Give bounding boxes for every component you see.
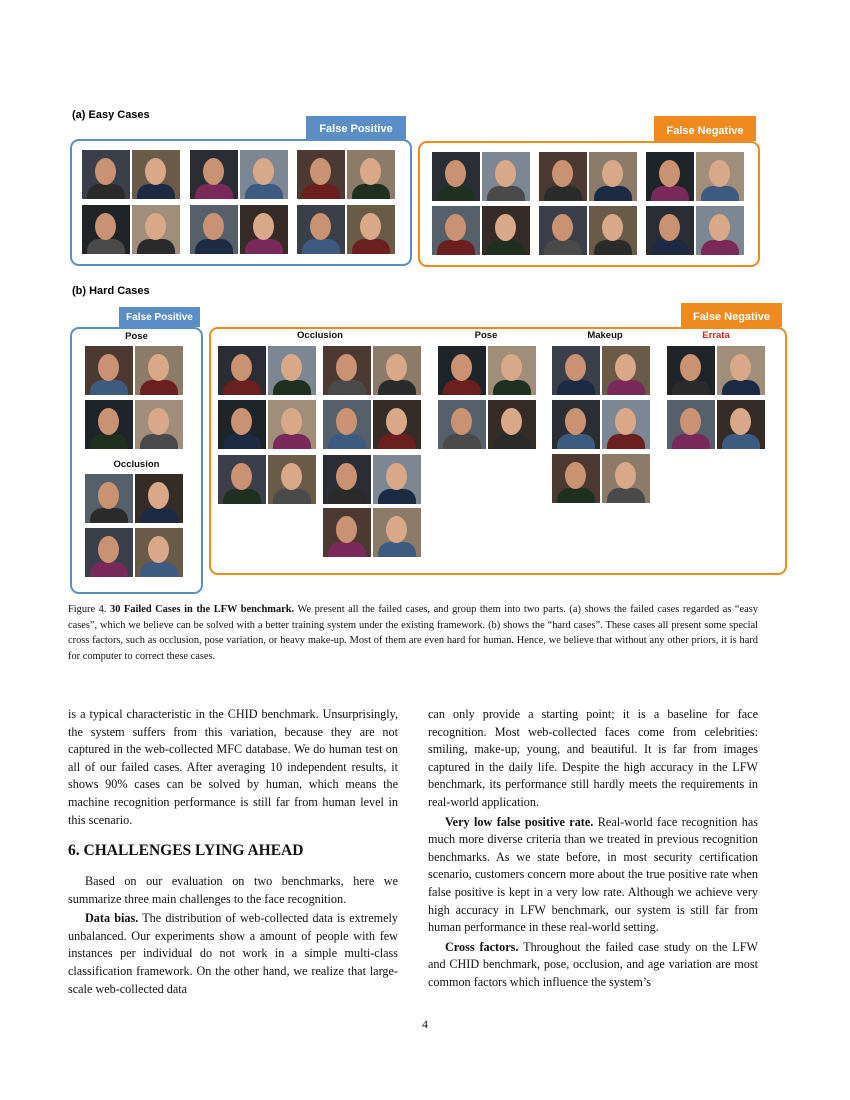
left-paragraph-2: Based on our evaluation on two benchmarks, here we summarize three main challenges to the face recognition. [68, 874, 398, 906]
hard-fn-group-makeup: Makeup [587, 330, 623, 341]
face-thumbnail [602, 454, 650, 503]
face-body [328, 380, 366, 395]
face-head [281, 354, 302, 381]
face-body [223, 380, 261, 395]
face-thumbnail [218, 455, 266, 504]
figure-caption [68, 602, 758, 664]
face-thumbnail [646, 206, 694, 255]
face-body [544, 240, 582, 255]
face-head [680, 408, 701, 435]
face-body [140, 562, 178, 577]
low-fpr-text: Real-world face recognition has much more diverse criteria than we treated in previous recognition benchmarks. As we state before, in most security certification scenario, customers concern more about the true positive rate when false positive is kept in a very low rate. Although we achieve very high accuracy in LFW benchmark, our system is still far from human performance in these real-world setting. [428, 814, 758, 935]
face-thumbnail [696, 206, 744, 255]
face-thumbnail [85, 400, 133, 449]
face-body [328, 434, 366, 449]
face-thumbnail [373, 400, 421, 449]
face-body [487, 240, 525, 255]
face-body [87, 184, 125, 199]
face-body [493, 434, 531, 449]
face-head [336, 463, 357, 490]
face-head [386, 516, 407, 543]
face-body [651, 186, 689, 201]
face-body [195, 184, 233, 199]
face-head [451, 408, 472, 435]
caption-prefix: Figure 4. [68, 604, 110, 615]
face-thumbnail [190, 205, 238, 254]
face-thumbnail [268, 455, 316, 504]
face-thumbnail [82, 205, 130, 254]
hard-fn-group-errata: Errata [702, 330, 730, 341]
face-body [594, 186, 632, 201]
face-body [378, 380, 416, 395]
face-head [231, 354, 252, 381]
face-thumbnail [696, 152, 744, 201]
face-head [386, 408, 407, 435]
left-column-bottom [68, 873, 398, 998]
cross-factors-title: Cross factors. [445, 939, 519, 954]
face-thumbnail [539, 206, 587, 255]
face-head [360, 213, 381, 240]
face-head [98, 354, 119, 381]
face-body [273, 489, 311, 504]
face-thumbnail [135, 346, 183, 395]
face-thumbnail [552, 400, 600, 449]
easy-cases-label: (a) Easy Cases [72, 109, 150, 121]
face-body [443, 380, 481, 395]
face-body [701, 240, 739, 255]
face-body [701, 186, 739, 201]
face-thumbnail [667, 346, 715, 395]
face-thumbnail [438, 400, 486, 449]
hard-fp-group-pose: Pose [125, 331, 148, 342]
face-thumbnail [268, 400, 316, 449]
face-head [445, 160, 466, 187]
face-thumbnail [438, 346, 486, 395]
face-body [273, 380, 311, 395]
face-body [328, 489, 366, 504]
face-thumbnail [646, 152, 694, 201]
face-body [607, 380, 645, 395]
face-head [552, 214, 573, 241]
face-head [386, 354, 407, 381]
face-thumbnail [135, 528, 183, 577]
face-head [495, 214, 516, 241]
face-body [90, 562, 128, 577]
right-paragraph-1: can only provide a starting point; it is a baseline for face recognition. Most web-collected faces come from celebrities: smiling, make-up, young, and beautiful. It is far from images captured in the daily life. Despite the high accuracy in the LFW benchmark, its performance still hardly meets the requirements in real-world application. [428, 707, 758, 809]
face-body [722, 380, 760, 395]
caption-title: 30 Failed Cases in the LFW benchmark. [110, 604, 295, 615]
data-bias-title: Data bias. [85, 911, 139, 926]
section-heading: 6. CHALLENGES LYING AHEAD [68, 842, 304, 859]
face-thumbnail [323, 508, 371, 557]
face-head [680, 354, 701, 381]
face-body [245, 184, 283, 199]
face-body [607, 434, 645, 449]
right-paragraph-2 [428, 814, 758, 937]
face-head [602, 214, 623, 241]
face-thumbnail [323, 346, 371, 395]
face-head [336, 516, 357, 543]
right-column [428, 706, 758, 992]
face-head [310, 158, 331, 185]
face-body [437, 240, 475, 255]
face-body [245, 239, 283, 254]
face-body [722, 434, 760, 449]
face-head [552, 160, 573, 187]
face-head [386, 463, 407, 490]
face-head [565, 354, 586, 381]
face-thumbnail [297, 205, 345, 254]
face-head [148, 482, 169, 509]
face-body [302, 239, 340, 254]
face-head [501, 354, 522, 381]
face-body [672, 434, 710, 449]
face-thumbnail [323, 400, 371, 449]
face-body [87, 239, 125, 254]
face-body [90, 380, 128, 395]
face-head [709, 160, 730, 187]
page-number: 4 [422, 1017, 428, 1031]
low-fpr-title: Very low false positive rate. [445, 814, 594, 829]
face-thumbnail [373, 508, 421, 557]
face-body [137, 184, 175, 199]
face-body [651, 240, 689, 255]
face-head [615, 462, 636, 489]
face-thumbnail [240, 150, 288, 199]
face-thumbnail [589, 152, 637, 201]
face-body [140, 508, 178, 523]
face-head [98, 482, 119, 509]
hard-fn-group-pose: Pose [474, 330, 498, 341]
face-thumbnail [85, 474, 133, 523]
face-thumbnail [432, 152, 480, 201]
face-thumbnail [135, 400, 183, 449]
face-thumbnail [268, 346, 316, 395]
face-body [140, 380, 178, 395]
face-thumbnail [218, 346, 266, 395]
face-head [203, 158, 224, 185]
face-thumbnail [190, 150, 238, 199]
face-head [659, 160, 680, 187]
face-head [495, 160, 516, 187]
face-thumbnail [132, 205, 180, 254]
face-body [302, 184, 340, 199]
face-body [487, 186, 525, 201]
face-body [378, 542, 416, 557]
face-head [565, 462, 586, 489]
left-paragraph-3 [68, 910, 398, 998]
face-thumbnail [297, 150, 345, 199]
face-body [557, 434, 595, 449]
face-head [281, 463, 302, 490]
data-bias-text: The distribution of web-collected data is extremely unbalanced. Our experiments show a amount of people with few instances per individual do not work in a simple multi-class classification framework. On the other hand, we realize that large-scale web-collected data [68, 911, 398, 996]
face-body [140, 434, 178, 449]
hard-fp-tag: False Positive [119, 307, 200, 327]
face-head [336, 354, 357, 381]
face-head [360, 158, 381, 185]
hard-fn-tag: False Negative [681, 303, 782, 327]
hard-fn-group-occlusion: Occlusion [297, 330, 343, 341]
face-body [223, 489, 261, 504]
face-head [310, 213, 331, 240]
caption-body: We present all the failed cases, and group them into two parts. (a) shows the failed cases regarded as “easy cases”, which we believe can be solved with a better training system under the existing framework. (b) shows the “hard cases”. These cases all present some special cross factors, such as occlusion, pose variation, or heavy make-up. Most of them are even hard for human. Hence, we believe that without any other priors, it is hard for computer to correct these cases. [68, 604, 758, 662]
face-head [253, 158, 274, 185]
face-head [231, 408, 252, 435]
face-thumbnail [488, 346, 536, 395]
face-thumbnail [240, 205, 288, 254]
face-body [493, 380, 531, 395]
face-thumbnail [218, 400, 266, 449]
face-body [557, 380, 595, 395]
left-paragraph-1: is a typical characteristic in the CHID benchmark. Unsurprisingly, the system suffers from this variation, because they are not captured in the web-collected MFC database. We do human test on all of our failed cases. After averaging 10 independent results, it shows 90% cases can be solved by human, which means the machine recognition performance is still far from human level in this scenario. [68, 707, 398, 827]
face-head [203, 213, 224, 240]
face-head [148, 354, 169, 381]
face-thumbnail [717, 346, 765, 395]
face-body [437, 186, 475, 201]
face-thumbnail [488, 400, 536, 449]
face-head [148, 408, 169, 435]
face-body [672, 380, 710, 395]
face-thumbnail [589, 206, 637, 255]
face-head [336, 408, 357, 435]
face-thumbnail [482, 152, 530, 201]
face-head [148, 536, 169, 563]
face-body [378, 434, 416, 449]
face-thumbnail [347, 205, 395, 254]
face-body [328, 542, 366, 557]
face-head [231, 463, 252, 490]
face-thumbnail [552, 454, 600, 503]
face-body [352, 239, 390, 254]
face-head [451, 354, 472, 381]
left-column-top [68, 706, 398, 829]
face-head [730, 354, 751, 381]
face-head [95, 213, 116, 240]
face-body [352, 184, 390, 199]
face-body [594, 240, 632, 255]
face-thumbnail [482, 206, 530, 255]
face-thumbnail [539, 152, 587, 201]
face-body [223, 434, 261, 449]
face-body [137, 239, 175, 254]
face-thumbnail [82, 150, 130, 199]
face-thumbnail [347, 150, 395, 199]
face-body [557, 488, 595, 503]
face-thumbnail [323, 455, 371, 504]
face-head [253, 213, 274, 240]
face-body [544, 186, 582, 201]
face-body [90, 508, 128, 523]
face-thumbnail [552, 346, 600, 395]
easy-fn-tag: False Negative [654, 116, 756, 141]
face-thumbnail [85, 346, 133, 395]
face-body [378, 489, 416, 504]
face-head [565, 408, 586, 435]
face-body [195, 239, 233, 254]
face-head [145, 213, 166, 240]
hard-cases-label: (b) Hard Cases [72, 285, 150, 297]
face-head [615, 408, 636, 435]
face-head [95, 158, 116, 185]
face-head [659, 214, 680, 241]
face-thumbnail [602, 346, 650, 395]
face-thumbnail [85, 528, 133, 577]
face-head [709, 214, 730, 241]
face-body [273, 434, 311, 449]
face-thumbnail [373, 455, 421, 504]
face-head [501, 408, 522, 435]
face-head [145, 158, 166, 185]
face-thumbnail [132, 150, 180, 199]
face-head [730, 408, 751, 435]
hard-fp-group-occlusion: Occlusion [113, 459, 160, 470]
face-thumbnail [667, 400, 715, 449]
easy-fp-tag: False Positive [306, 116, 406, 139]
face-thumbnail [373, 346, 421, 395]
face-thumbnail [717, 400, 765, 449]
face-body [607, 488, 645, 503]
face-body [443, 434, 481, 449]
face-head [98, 536, 119, 563]
face-head [602, 160, 623, 187]
face-head [615, 354, 636, 381]
right-paragraph-3 [428, 939, 758, 992]
face-head [281, 408, 302, 435]
face-head [98, 408, 119, 435]
face-body [90, 434, 128, 449]
face-thumbnail [602, 400, 650, 449]
cross-factors-text: Throughout the failed case study on the LFW and CHID benchmark, pose, occlusion, and age variation are most common factors which influence the system’s [428, 939, 758, 989]
face-thumbnail [135, 474, 183, 523]
face-head [445, 214, 466, 241]
face-thumbnail [432, 206, 480, 255]
